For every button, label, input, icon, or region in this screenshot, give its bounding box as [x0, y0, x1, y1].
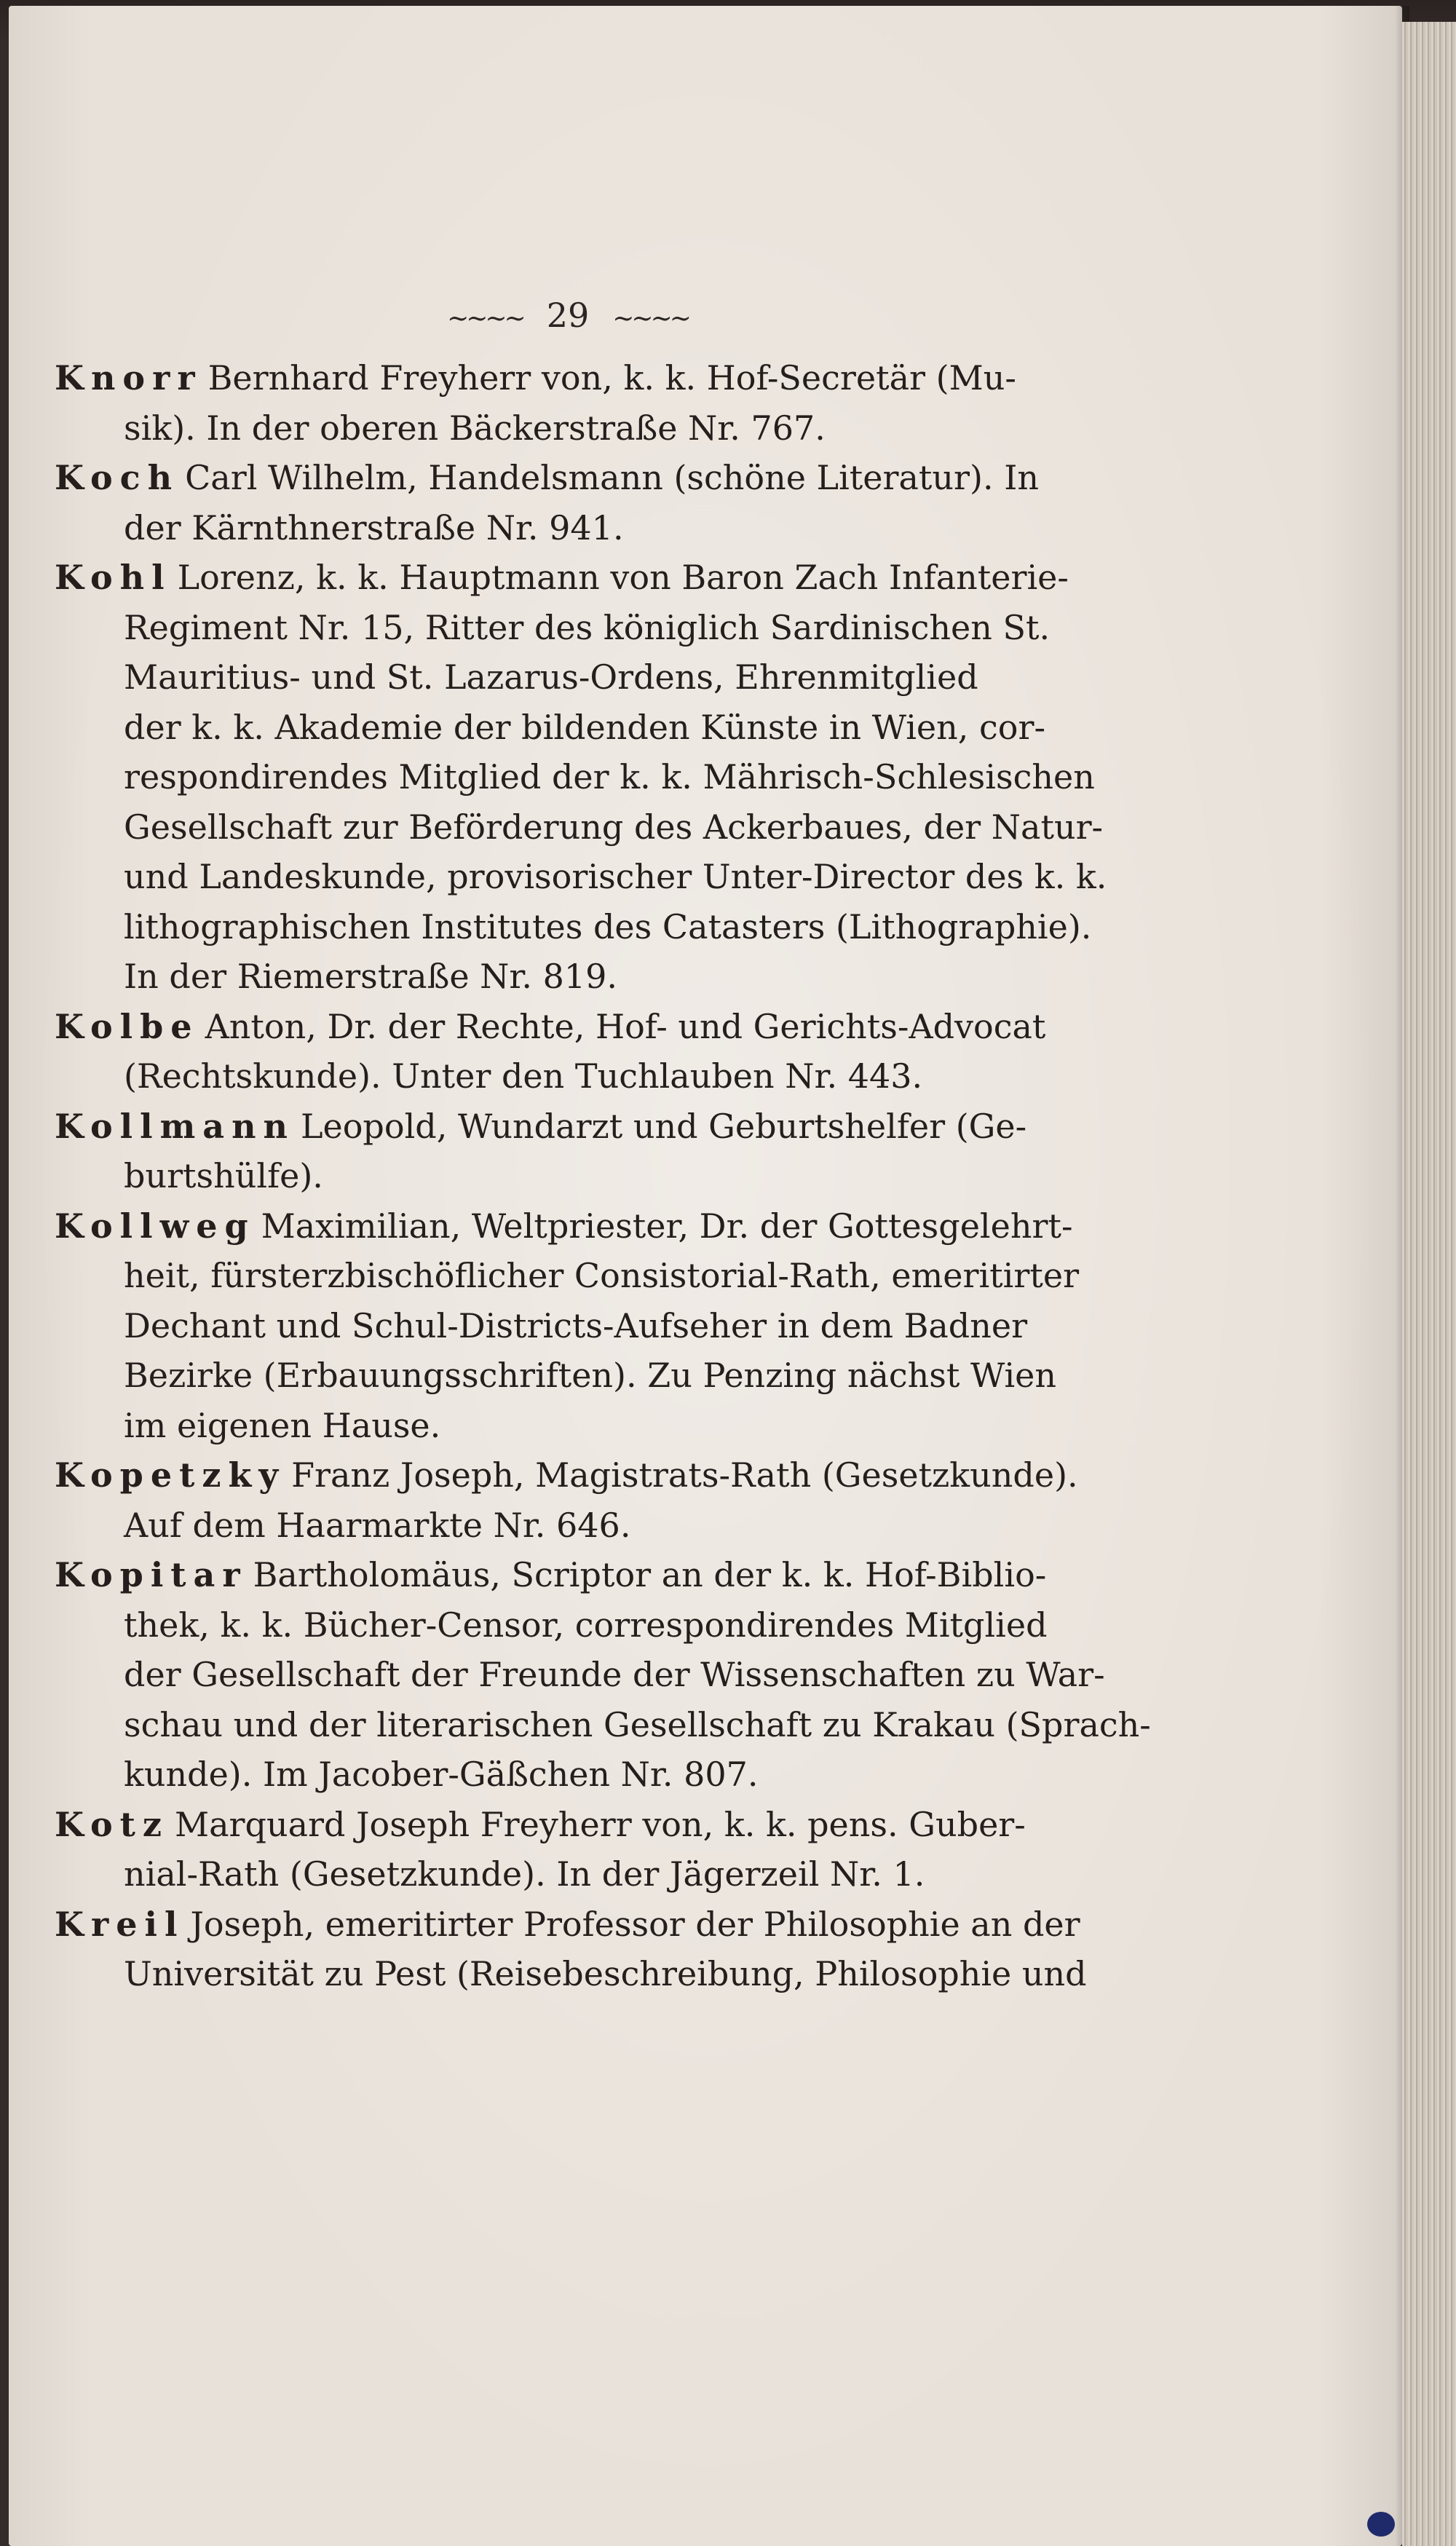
entry-line	[55, 1650, 1105, 1700]
entry-line	[55, 752, 1095, 802]
directory-entries	[55, 353, 1151, 1999]
entry-text: Auf dem Haarmarkte Nr. 646.	[124, 1505, 631, 1545]
entry-surname: Kollweg	[55, 1206, 256, 1246]
entry-line	[55, 1501, 1074, 1551]
entry-line	[55, 1051, 1074, 1102]
entry-text: im eigenen Hause.	[124, 1405, 441, 1445]
blue-dot-mark	[1367, 2512, 1395, 2537]
entry-text: lithographischen Institutes des Catasters (Lithographie).	[124, 906, 1092, 946]
entry-line	[55, 1750, 1074, 1800]
directory-entry	[55, 1800, 1074, 1899]
entry-surname: Kopitar	[55, 1555, 248, 1594]
entry-line	[55, 453, 1074, 503]
page-header	[379, 290, 757, 341]
directory-entry	[55, 553, 1107, 1002]
entry-text: Franz Joseph, Magistrats-Rath (Gesetzkunde).	[291, 1455, 1078, 1495]
entry-line	[55, 353, 1074, 403]
entry-text: Bernhard Freyherr von, k. k. Hof-Secretär (Mu-	[207, 358, 1016, 398]
entry-text: der Kärnthnerstraße Nr. 941.	[124, 507, 624, 547]
entry-text: heit, fürsterzbischöflicher Consistorial-Rath, emeritirter	[124, 1256, 1080, 1295]
entry-text: kunde). Im Jacober-Gäßchen Nr. 807.	[124, 1755, 759, 1794]
entry-line	[55, 852, 1107, 902]
entry-line	[55, 1401, 1074, 1451]
entry-text: Gesellschaft zur Beförderung des Ackerbaues, der Natur-	[124, 807, 1104, 847]
entry-text: Dechant und Schul-Districts-Aufseher in dem Badner	[124, 1305, 1028, 1345]
entry-line	[55, 952, 1074, 1002]
entry-text: sik). In der oberen Bäckerstraße Nr. 767.	[124, 408, 826, 448]
entry-surname: Kopetzky	[55, 1455, 286, 1495]
entry-surname: Kotz	[55, 1804, 170, 1844]
entry-surname: Koch	[55, 458, 180, 497]
entry-text: Carl Wilhelm, Handelsmann (schöne Literatur). In	[185, 458, 1040, 497]
entry-line	[55, 1899, 1080, 1950]
book-page-edges	[1402, 22, 1456, 2546]
entry-line	[55, 1301, 1074, 1351]
entry-line	[55, 1251, 1080, 1301]
directory-entry	[55, 353, 1074, 453]
entry-text: (Rechtskunde). Unter den Tuchlauben Nr. 443.	[124, 1056, 923, 1096]
directory-entry	[55, 1201, 1080, 1451]
entry-line	[55, 1002, 1074, 1052]
entry-line	[55, 1151, 1074, 1201]
directory-entry	[55, 1550, 1151, 1800]
entry-text: Lorenz, k. k. Hauptmann von Baron Zach Infanterie-	[177, 558, 1069, 597]
entry-line	[55, 603, 1074, 653]
entry-text: Mauritius- und St. Lazarus-Ordens, Ehrenmitglied	[124, 657, 978, 697]
entry-line	[55, 1700, 1151, 1750]
entry-line	[55, 703, 1074, 753]
entry-text: Bezirke (Erbauungsschriften). Zu Penzing nächst Wien	[124, 1356, 1057, 1395]
entry-line	[55, 1600, 1074, 1650]
entry-text: thek, k. k. Bücher-Censor, correspondirendes Mitglied	[124, 1605, 1048, 1645]
directory-entry	[55, 1899, 1087, 1999]
directory-entry	[55, 1002, 1074, 1102]
entry-text: und Landeskunde, provisorischer Unter-Director des k. k.	[124, 857, 1107, 896]
entry-line	[55, 802, 1104, 853]
ornament-left: ~~~~	[447, 304, 523, 333]
entry-surname: Kolbe	[55, 1006, 199, 1046]
entry-line	[55, 1201, 1074, 1252]
entry-line	[55, 902, 1092, 952]
directory-entry	[55, 453, 1074, 553]
entry-line	[55, 1450, 1078, 1501]
entry-surname: Kreil	[55, 1904, 185, 1944]
entry-text: respondirendes Mitglied der k. k. Mährisch-Schlesischen	[124, 757, 1095, 796]
directory-entry	[55, 1102, 1074, 1201]
entry-line	[55, 503, 1074, 553]
entry-text: burtshülfe).	[124, 1156, 323, 1195]
entry-text: Anton, Dr. der Rechte, Hof- und Gerichts-Advocat	[205, 1006, 1046, 1046]
entry-line	[55, 1800, 1074, 1850]
entry-line	[55, 553, 1074, 603]
entry-text: nial-Rath (Gesetzkunde). In der Jägerzeil Nr. 1.	[124, 1854, 925, 1894]
entry-text: Maximilian, Weltpriester, Dr. der Gottesgelehrt-	[261, 1206, 1073, 1246]
page-number: 29	[546, 296, 590, 335]
entry-surname: Kohl	[55, 558, 172, 597]
entry-line	[55, 1949, 1087, 1999]
entry-line	[55, 1351, 1074, 1401]
entry-text: In der Riemerstraße Nr. 819.	[124, 957, 618, 996]
entry-surname: Knorr	[55, 358, 202, 398]
ornament-right: ~~~~	[612, 304, 689, 333]
entry-text: schau und der literarischen Gesellschaft zu Krakau (Sprach-	[124, 1704, 1151, 1744]
entry-text: Regiment Nr. 15, Ritter des königlich Sardinischen St.	[124, 607, 1051, 647]
entry-line	[55, 403, 1074, 454]
entry-text: Bartholomäus, Scriptor an der k. k. Hof-Biblio-	[253, 1555, 1047, 1594]
entry-text: Marquard Joseph Freyherr von, k. k. pens. Guber-	[175, 1804, 1026, 1844]
entry-line	[55, 1550, 1074, 1600]
entry-text: Universität zu Pest (Reisebeschreibung, Philosophie und	[124, 1954, 1087, 1993]
entry-text: der k. k. Akademie der bildenden Künste in Wien, cor-	[124, 707, 1046, 747]
entry-surname: Kollmann	[55, 1106, 295, 1146]
entry-line	[55, 1849, 1074, 1899]
directory-entry	[55, 1450, 1078, 1550]
entry-line	[55, 1102, 1074, 1152]
entry-text: Joseph, emeritirter Professor der Philosophie an der	[190, 1904, 1080, 1944]
entry-text: Leopold, Wundarzt und Geburtshelfer (Ge-	[300, 1106, 1027, 1146]
entry-text: der Gesellschaft der Freunde der Wissenschaften zu War-	[124, 1655, 1105, 1694]
entry-line	[55, 652, 1074, 703]
